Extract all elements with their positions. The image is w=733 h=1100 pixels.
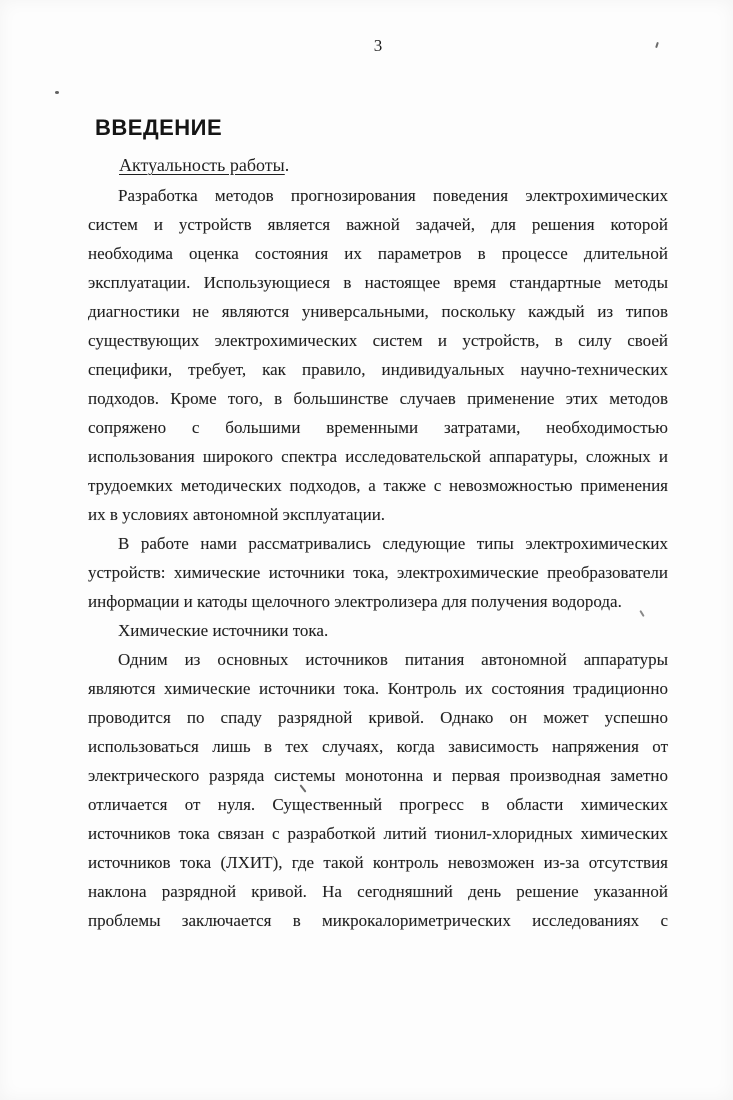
text-line: электрического разряда системы монотонна и первая производная заметно	[88, 766, 668, 785]
scan-speck-left-margin	[55, 91, 59, 94]
text-line: сопряжено с большими временными затратами, необходимостью	[88, 418, 668, 437]
text-line: устройств: химические источники тока, электрохимические преобразователи	[88, 563, 668, 582]
text-line: необходима оценка состояния их параметров в процессе длительной	[88, 244, 668, 263]
text-line: источников тока связан с разработкой литий тионил-хлоридных химических	[88, 824, 668, 843]
text-line: их в условиях автономной эксплуатации.	[88, 505, 386, 524]
text-line: существующих электрохимических систем и устройств, в силу своей	[88, 331, 668, 350]
section-title: ВВЕДЕНИЕ	[95, 115, 223, 140]
text-line: Химические источники тока.	[118, 621, 329, 640]
body-text-block	[88, 181, 668, 935]
text-line: проводится по спаду разрядной кривой. Однако он может успешно	[88, 708, 668, 727]
text-line: источников тока (ЛХИТ), где такой контроль невозможен из-за отсутствия	[88, 853, 668, 872]
text-line: диагностики не являются универсальными, поскольку каждый из типов	[88, 302, 668, 321]
text-line: информации и катоды щелочного электролизера для получения водорода.	[88, 592, 622, 611]
text-line: трудоемких методических подходов, а также с невозможностью применения	[88, 476, 668, 495]
text-line: Одним из основных источников питания автономной аппаратуры	[118, 650, 668, 669]
text-line: В работе нами рассматривались следующие типы электрохимических	[118, 534, 668, 553]
text-line: систем и устройств является важной задачей, для решения которой	[88, 215, 668, 234]
text-line: использования широкого спектра исследовательской аппаратуры, сложных и	[88, 447, 668, 466]
text-line: эксплуатации. Использующиеся в настоящее время стандартные методы	[88, 273, 668, 292]
subsection-title-underlined-text: Актуальность работы	[119, 155, 285, 175]
text-line: Разработка методов прогнозирования поведения электрохимических	[118, 186, 668, 205]
text-line: специфики, требует, как правило, индивидуальных научно-технических	[88, 360, 668, 379]
text-line: наклона разрядной кривой. На сегодняшний день решение указанной	[88, 882, 668, 901]
text-line: использоваться лишь в тех случаях, когда зависимость напряжения от	[88, 737, 668, 756]
text-line: отличается от нуля. Существенный прогресс в области химических	[88, 795, 668, 814]
page-number: 3	[373, 36, 383, 55]
text-line: подходов. Кроме того, в большинстве случаев применение этих методов	[88, 389, 668, 408]
text-line: проблемы заключается в микрокалориметрических исследованиях с	[88, 911, 668, 930]
text-line: являются химические источники тока. Контроль их состояния традиционно	[88, 679, 668, 698]
subsection-title	[119, 154, 289, 176]
subsection-title-period: .	[284, 155, 290, 175]
